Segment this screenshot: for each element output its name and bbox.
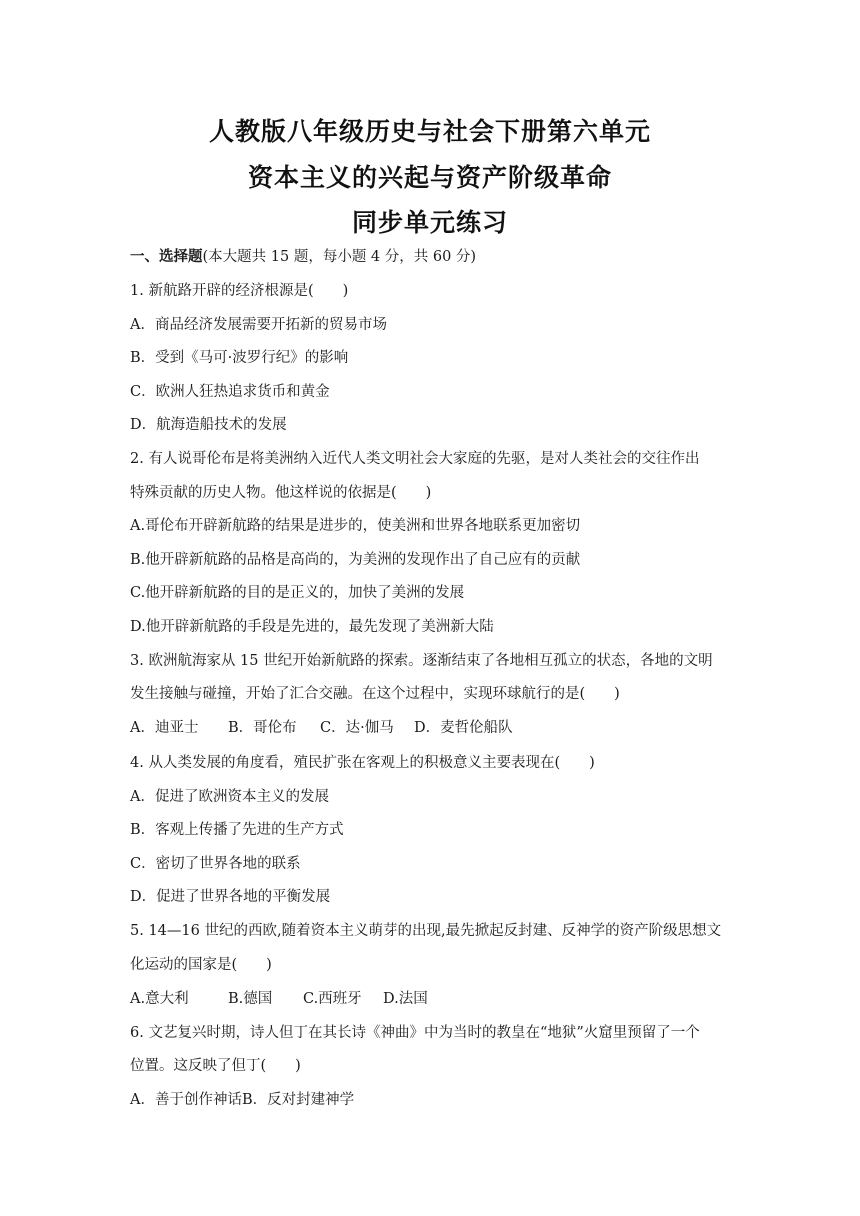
- question-6-stem-line-1: 6. 文艺复兴时期，诗人但丁在其长诗《神曲》中为当时的教皇在“地狱”火窟里预留了一个: [130, 1025, 700, 1041]
- question-6-option-b: B．反对封建神学: [241, 1092, 355, 1108]
- question-2-stem-line-1: 2. 有人说哥伦布是将美洲纳入近代人类文明社会大家庭的先驱，是对人类社会的交往作出: [130, 451, 700, 467]
- section-heading: [130, 247, 740, 267]
- question-1-option-b: B．受到《马可·波罗行纪》的影响: [130, 350, 349, 366]
- question-2-option-c: C.他开辟新航路的目的是正义的，加快了美洲的发展: [130, 585, 465, 601]
- question-2-option-d: D.他开辟新航路的手段是先进的，最先发现了美洲新大陆: [130, 619, 494, 635]
- question-2-stem-line-2: 特殊贡献的历史人物。他这样说的依据是( ): [130, 485, 432, 501]
- document-title-line-2: 资本主义的兴起与资产阶级革命: [247, 163, 612, 192]
- question-1-option-d: D．航海造船技术的发展: [130, 417, 287, 433]
- question-5-stem-line-1: 5. 14—16 世纪的西欧,随着资本主义萌芽的出现,最先掀起反封建、反神学的资产阶级思想文: [130, 923, 722, 939]
- question-2-option-b: B.他开辟新航路的品格是高尚的，为美洲的发现作出了自己应有的贡献: [130, 552, 581, 568]
- question-3-stem-line-1: 3. 欧洲航海家从 15 世纪开始新航路的探索。逐渐结束了各地相互孤立的状态，各地的文明: [130, 653, 713, 669]
- question-1-option-a: A．商品经济发展需要开拓新的贸易市场: [130, 317, 387, 333]
- question-1-option-c: C．欧洲人狂热追求货币和黄金: [130, 384, 330, 400]
- section-note: (本大题共 15 题，每小题 4 分，共 60 分): [202, 249, 477, 265]
- question-4-option-b: B．客观上传播了先进的生产方式: [130, 822, 344, 838]
- question-4-stem: 4. 从人类发展的角度看，殖民扩张在客观上的积极意义主要表现在( ): [130, 755, 595, 771]
- question-1-stem: 1. 新航路开辟的经济根源是( ): [130, 283, 349, 299]
- document-title-line-3: 同步单元练习: [351, 208, 508, 237]
- question-3-option-c: C．达·伽马: [320, 720, 394, 736]
- question-4-option-c: C．密切了世界各地的联系: [130, 856, 301, 872]
- question-5-option-d: D.法国: [383, 991, 428, 1007]
- question-4-option-a: A．促进了欧洲资本主义的发展: [130, 789, 329, 805]
- question-6-options: [130, 1090, 740, 1110]
- question-5-stem-line-2: 化运动的国家是( ): [130, 957, 272, 973]
- question-3-stem-line-2: 发生接触与碰撞，开始了汇合交融。在这个过程中，实现环球航行的是( ): [130, 686, 620, 702]
- question-6-option-a: A．善于创作神话: [130, 1092, 242, 1108]
- question-3-option-a: A．迪亚士: [130, 720, 199, 736]
- document-title-line-1: 人教版八年级历史与社会下册第六单元: [208, 117, 651, 146]
- section-label: 一、选择题: [130, 249, 203, 265]
- question-3-option-d: D．麦哲伦船队: [414, 720, 513, 736]
- question-5-option-a: A.意大利: [130, 991, 189, 1007]
- question-4-option-d: D．促进了世界各地的平衡发展: [130, 889, 331, 905]
- question-5-option-c: C.西班牙: [303, 991, 362, 1007]
- question-3-options: [130, 718, 740, 738]
- question-6-stem-line-2: 位置。这反映了但丁( ): [130, 1058, 301, 1074]
- question-5-options: [130, 989, 740, 1009]
- question-5-option-b: B.德国: [228, 991, 273, 1007]
- question-3-option-b: B．哥伦布: [228, 720, 297, 736]
- question-2-option-a: A.哥伦布开辟新航路的结果是进步的，使美洲和世界各地联系更加密切: [130, 518, 581, 534]
